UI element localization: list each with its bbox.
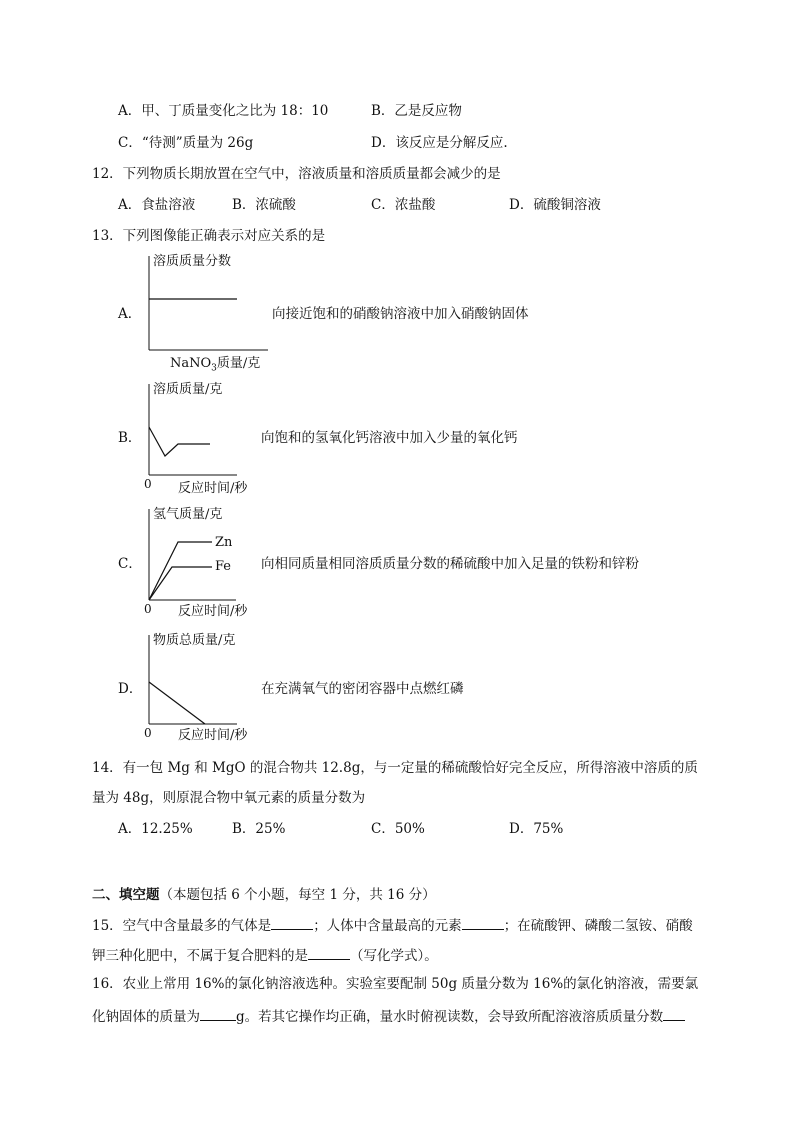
q14-option-a: A．12.25% bbox=[118, 821, 193, 837]
graph-b-label: B． bbox=[118, 430, 142, 446]
q16-blank-1[interactable] bbox=[200, 1008, 236, 1021]
graph-d-xlabel: 反应时间/秒 bbox=[178, 728, 248, 743]
q15-blank-2[interactable] bbox=[462, 917, 504, 930]
q15-blank-1[interactable] bbox=[271, 917, 313, 930]
q12-option-d: D．硫酸铜溶液 bbox=[509, 197, 601, 213]
q12-option-c: C．浓盐酸 bbox=[371, 197, 436, 213]
graph-c-xlabel: 反应时间/秒 bbox=[178, 604, 248, 619]
graph-a-xlabel-tail: 质量/克 bbox=[216, 356, 261, 371]
q16-line1: 16．农业上常用 16%的氯化钠溶液选种。实验室要配制 50g 质量分数为 16%的氯化钠溶液，需要氯 bbox=[92, 976, 699, 992]
graph-b-curve bbox=[149, 427, 210, 456]
graph-c-line-zn bbox=[149, 542, 212, 600]
graph-a-xlabel-sub: 3 bbox=[211, 363, 217, 374]
graph-a bbox=[140, 254, 280, 374]
q13-stem: 13．下列图像能正确表示对应关系的是 bbox=[92, 228, 326, 244]
q14-option-b: B．25% bbox=[232, 821, 286, 837]
graph-c bbox=[140, 507, 280, 619]
q15-part2: ；人体中含量最高的元素 bbox=[313, 918, 462, 934]
q15-part3: ；在硫酸钾、磷酸二氢铵、硝酸 bbox=[503, 918, 693, 934]
graph-b bbox=[140, 382, 280, 494]
graph-b-desc: 向饱和的氢氧化钙溶液中加入少量的氧化钙 bbox=[261, 430, 518, 446]
q11-option-d: D．该反应是分解反应. bbox=[371, 135, 508, 151]
graph-c-series-zn: Zn bbox=[215, 535, 233, 550]
graph-a-desc: 向接近饱和的硝酸钠溶液中加入硝酸钠固体 bbox=[272, 306, 529, 322]
graph-c-origin: 0 bbox=[144, 602, 152, 616]
q11-option-b: B．乙是反应物 bbox=[371, 103, 462, 119]
graph-a-svg bbox=[140, 254, 280, 370]
graph-d-origin: 0 bbox=[144, 726, 152, 740]
graph-a-label: A． bbox=[118, 306, 142, 322]
section-2-title: 二、填空题 bbox=[92, 887, 160, 903]
graph-d-label: D． bbox=[118, 681, 143, 697]
q16-line2 bbox=[92, 1008, 685, 1025]
graph-c-label: C． bbox=[118, 556, 142, 572]
q15-part4: 钾三种化肥中，不属于复合肥料的是 bbox=[92, 948, 308, 964]
q16-blank-2[interactable] bbox=[663, 1008, 685, 1021]
graph-a-ylabel: 溶质质量分数 bbox=[153, 254, 232, 269]
graph-b-origin: 0 bbox=[144, 477, 152, 491]
graph-b-ylabel: 溶质质量/克 bbox=[153, 382, 223, 397]
graph-c-ylabel: 氢气质量/克 bbox=[153, 507, 223, 522]
q15-line2 bbox=[92, 947, 438, 964]
q12-option-a: A．食盐溶液 bbox=[118, 197, 196, 213]
q15-part1: 15．空气中含量最多的气体是 bbox=[92, 918, 272, 934]
graph-c-desc: 向相同质量相同溶质质量分数的稀硫酸中加入足量的铁粉和锌粉 bbox=[261, 556, 639, 572]
section-2-note: （本题包括 6 个小题，每空 1 分，共 16 分） bbox=[159, 887, 436, 903]
q14-stem-line2: 量为 48g，则原混合物中氧元素的质量分数为 bbox=[92, 790, 366, 806]
section-2-heading bbox=[92, 889, 436, 903]
q16-part1: 化钠固体的质量为 bbox=[92, 1009, 200, 1025]
q12-stem: 12．下列物质长期放置在空气中，溶液质量和溶质质量都会减少的是 bbox=[92, 166, 501, 182]
q11-option-c: C．“待测”质量为 26g bbox=[118, 135, 254, 151]
graph-a-xlabel-main: NaNO bbox=[170, 356, 212, 371]
graph-c-svg bbox=[140, 507, 280, 619]
q14-stem-line1: 14．有一包 Mg 和 MgO 的混合物共 12.8g，与一定量的稀硫酸恰好完全反应，所得溶液中溶质的质 bbox=[92, 760, 698, 776]
graph-c-line-fe bbox=[149, 567, 212, 600]
graph-b-xlabel: 反应时间/秒 bbox=[178, 481, 248, 496]
q16-part2: g。若其它操作均正确，量水时俯视读数，会导致所配溶液溶质质量分数 bbox=[236, 1009, 664, 1025]
graph-b-svg bbox=[140, 382, 280, 494]
q11-option-a: A．甲、丁质量变化之比为 18：10 bbox=[118, 103, 329, 119]
graph-d-desc: 在充满氧气的密闭容器中点燃红磷 bbox=[261, 681, 464, 697]
graph-d-ylabel: 物质总质量/克 bbox=[153, 633, 236, 648]
q15-part5: （写化学式）。 bbox=[350, 948, 438, 964]
q14-option-c: C．50% bbox=[371, 821, 425, 837]
q14-option-d: D．75% bbox=[509, 821, 564, 837]
graph-a-xlabel bbox=[170, 357, 260, 374]
graph-c-series-fe: Fe bbox=[215, 559, 232, 574]
q15-blank-3[interactable] bbox=[308, 947, 350, 960]
graph-d bbox=[140, 633, 280, 745]
q12-option-b: B．浓硫酸 bbox=[232, 197, 296, 213]
q15-line1 bbox=[92, 917, 693, 934]
graph-d-curve bbox=[149, 682, 205, 724]
